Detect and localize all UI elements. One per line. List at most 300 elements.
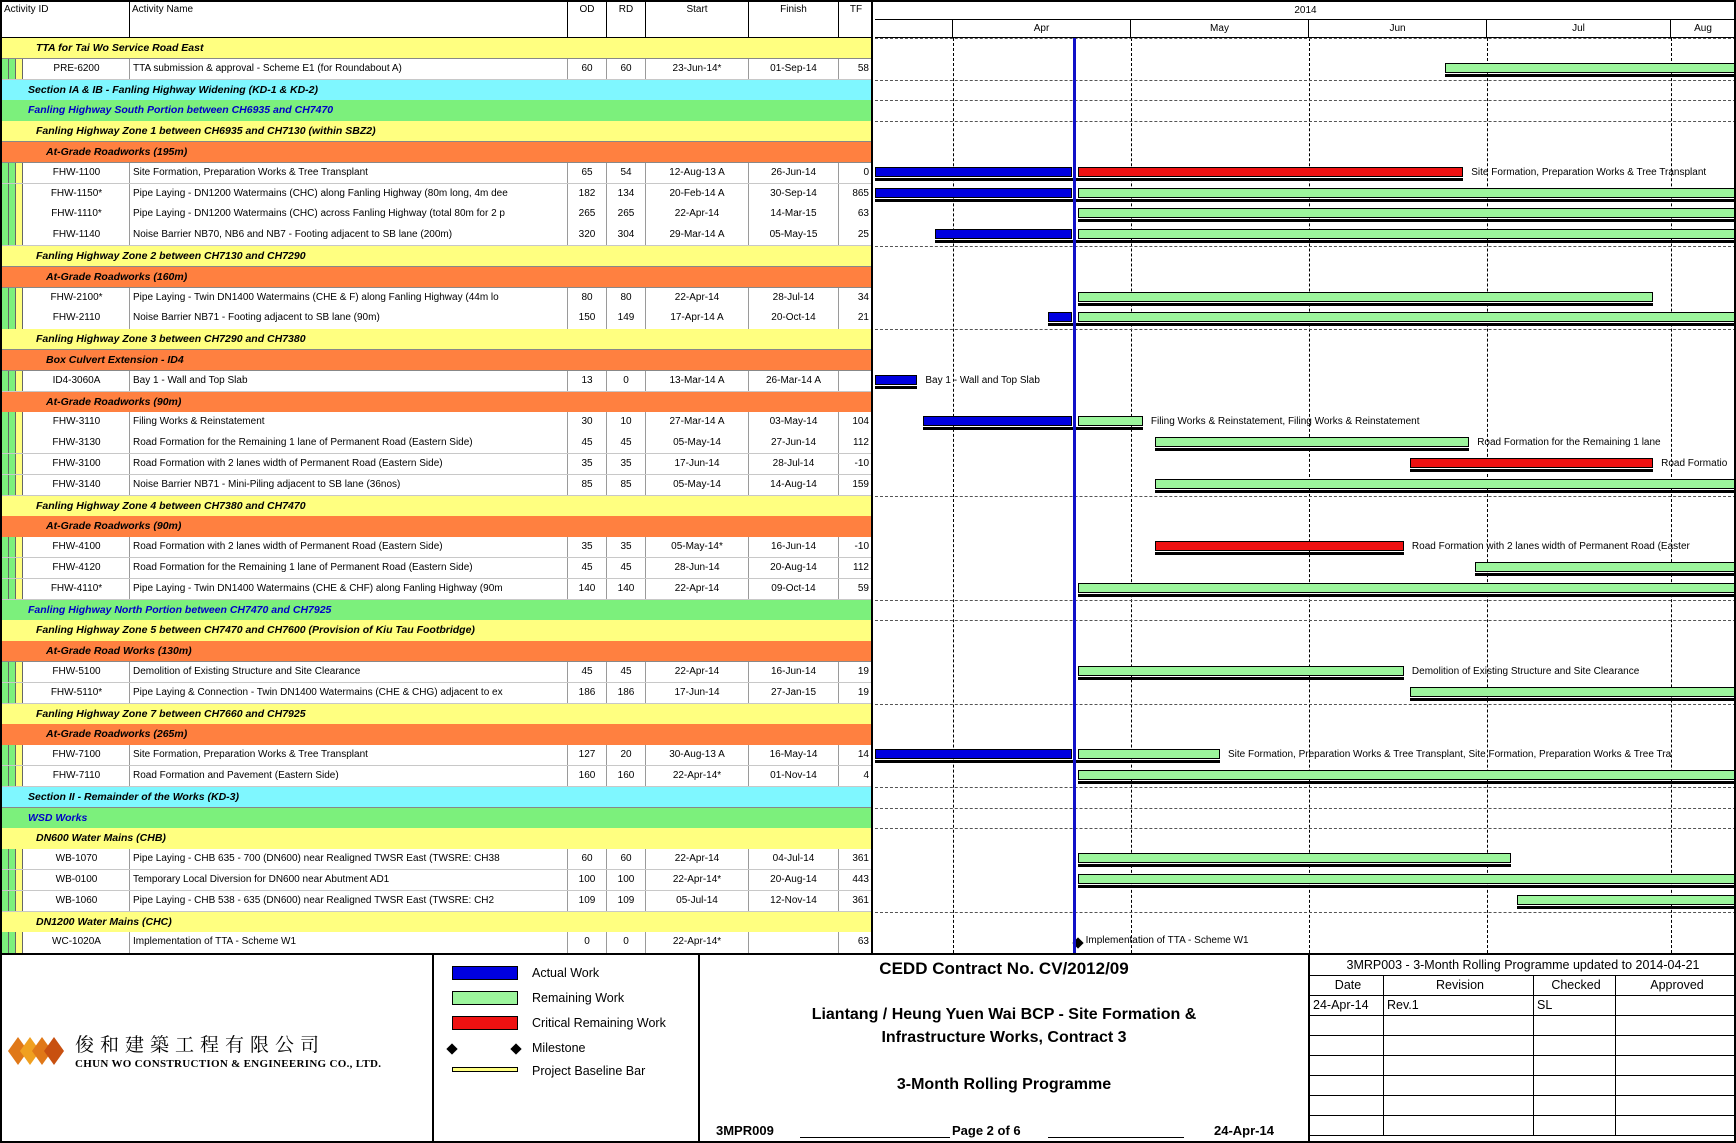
- actual-work-bar[interactable]: [1048, 312, 1072, 322]
- activity-id-cell: FHW-5100: [24, 662, 130, 683]
- remaining-duration-cell: 60: [607, 849, 646, 870]
- activity-row[interactable]: [2, 662, 873, 683]
- revision-empty-row: [1310, 1096, 1736, 1116]
- remaining-work-bar[interactable]: [1078, 583, 1736, 593]
- revision-cell[interactable]: [1534, 1116, 1616, 1135]
- baseline-bar: [875, 199, 1736, 202]
- bar-label: Road Formatio: [1661, 458, 1728, 469]
- activity-name-cell: Noise Barrier NB71 - Footing adjacent to SB lane (90m): [130, 308, 568, 329]
- remaining-duration-cell: 265: [607, 204, 646, 225]
- original-duration-cell: 265: [568, 204, 607, 225]
- remaining-duration-cell: 0: [607, 932, 646, 953]
- revision-cell[interactable]: [1534, 1096, 1616, 1115]
- activity-name-cell: Temporary Local Diversion for DN600 near Abutment AD1: [130, 870, 568, 891]
- activity-id-cell: WC-1020A: [24, 932, 130, 953]
- remaining-work-bar[interactable]: [1078, 874, 1736, 884]
- group-header-label: Fanling Highway Zone 4 between CH7380 and CH7470: [36, 499, 306, 512]
- group-header-label: At-Grade Roadworks (265m): [46, 728, 188, 741]
- remaining-duration-cell: 54: [607, 163, 646, 184]
- remaining-duration-cell: 35: [607, 454, 646, 475]
- column-header-start[interactable]: Start: [646, 2, 749, 38]
- activity-name-cell: Bay 1 - Wall and Top Slab: [130, 371, 568, 392]
- finish-date-cell: 14-Aug-14: [749, 475, 839, 496]
- start-date-cell: 29-Mar-14 A: [646, 225, 749, 246]
- baseline-bar: [1078, 303, 1654, 306]
- wbs-indent-band: [16, 475, 23, 495]
- total-float-cell: 361: [839, 849, 873, 870]
- revision-cell[interactable]: [1384, 1036, 1534, 1055]
- activity-id-cell: FHW-4110*: [24, 579, 130, 600]
- revision-cell[interactable]: 24-Apr-14: [1310, 996, 1384, 1015]
- critical-remaining-bar[interactable]: [1155, 541, 1404, 551]
- activity-row[interactable]: [2, 745, 873, 766]
- activity-row[interactable]: [2, 371, 873, 392]
- activity-row[interactable]: [2, 412, 873, 433]
- finish-date-cell: 20-Aug-14: [749, 870, 839, 891]
- baseline-bar: [1078, 594, 1736, 597]
- activity-id-cell: FHW-1100: [24, 163, 130, 184]
- remaining-work-bar[interactable]: [1078, 292, 1653, 302]
- group-header-label: At-Grade Roadworks (90m): [46, 395, 182, 408]
- baseline-bar: [1078, 864, 1511, 867]
- actual-work-bar[interactable]: [875, 749, 1072, 759]
- timescale-month: May: [1131, 20, 1309, 38]
- remaining-work-bar[interactable]: [1078, 666, 1404, 676]
- finish-date-cell: 16-Jun-14: [749, 537, 839, 558]
- activity-id-cell: PRE-6200: [24, 59, 130, 80]
- legend-actual-swatch: [452, 966, 518, 980]
- total-float-cell: 19: [839, 683, 873, 704]
- start-date-cell: 22-Apr-14: [646, 662, 749, 683]
- timescale-month: Aug: [1671, 20, 1736, 38]
- activity-row[interactable]: [2, 766, 873, 787]
- group-header-row[interactable]: [2, 80, 873, 101]
- activity-row[interactable]: [2, 204, 873, 225]
- row-band-separator: [875, 704, 1736, 705]
- remaining-duration-cell: 149: [607, 308, 646, 329]
- wbs-indent-band: [16, 558, 23, 578]
- remaining-duration-cell: 45: [607, 662, 646, 683]
- data-date-line: [1073, 38, 1076, 953]
- activity-row[interactable]: [2, 849, 873, 870]
- activity-row[interactable]: [2, 537, 873, 558]
- row-band-separator: [875, 329, 1736, 330]
- bar-label: Road Formation with 2 lanes width of Permanent Road (Easter: [1411, 541, 1690, 553]
- group-header-row[interactable]: [2, 912, 873, 933]
- bar-label: Site Formation, Preparation Works & Tree Transplant, Site Formation, Preparation Works & Tree Tra: [1228, 749, 1672, 761]
- revision-cell[interactable]: [1384, 1096, 1534, 1115]
- activity-name-cell: Site Formation, Preparation Works & Tree Transplant: [130, 745, 568, 766]
- revision-cell[interactable]: [1616, 1116, 1736, 1135]
- remaining-duration-cell: 0: [607, 371, 646, 392]
- wbs-indent-band: [16, 662, 23, 682]
- wbs-indent-band: [2, 163, 9, 183]
- revision-empty-row: [1310, 1036, 1736, 1056]
- wbs-indent-band: [2, 579, 9, 599]
- total-float-cell: -10: [839, 537, 873, 558]
- group-header-row[interactable]: [2, 121, 873, 142]
- timescale-month: Jun: [1309, 20, 1487, 38]
- legend-milestone-icon-right: [510, 1043, 521, 1054]
- group-header-row[interactable]: [2, 828, 873, 849]
- remaining-duration-cell: 35: [607, 537, 646, 558]
- total-float-cell: 443: [839, 870, 873, 891]
- finish-date-cell: 16-May-14: [749, 745, 839, 766]
- wbs-indent-band: [16, 288, 23, 308]
- activity-row[interactable]: [2, 163, 873, 184]
- group-header-row[interactable]: [2, 392, 873, 413]
- revision-cell[interactable]: [1616, 996, 1736, 1015]
- activity-name-cell: TTA submission & approval - Scheme E1 (for Roundabout A): [130, 59, 568, 80]
- group-header-label: Box Culvert Extension - ID4: [46, 354, 184, 366]
- start-date-cell: 17-Jun-14: [646, 683, 749, 704]
- remaining-work-bar[interactable]: [1078, 208, 1736, 218]
- column-header-rd[interactable]: RD: [607, 2, 646, 38]
- actual-work-bar[interactable]: [923, 416, 1071, 426]
- revision-cell[interactable]: [1310, 1076, 1384, 1095]
- revision-cell[interactable]: [1534, 1016, 1616, 1035]
- wbs-indent-band: [2, 433, 9, 453]
- original-duration-cell: 60: [568, 849, 607, 870]
- wbs-indent-band: [2, 932, 9, 952]
- wbs-indent-band: [2, 537, 9, 557]
- activity-row[interactable]: [2, 308, 873, 329]
- revision-cell[interactable]: [1534, 1076, 1616, 1095]
- activity-id-cell: FHW-3110: [24, 412, 130, 433]
- column-header-tf[interactable]: TF: [849, 4, 863, 15]
- activity-name-cell: Demolition of Existing Structure and Site Clearance: [130, 662, 568, 683]
- start-date-cell: 05-May-14: [646, 433, 749, 454]
- page-underline: [1048, 1137, 1184, 1138]
- revision-empty-row: [1310, 1076, 1736, 1096]
- legend-milestone-label: Milestone: [532, 1041, 586, 1055]
- total-float-cell: 865: [839, 184, 873, 205]
- original-duration-cell: 0: [568, 932, 607, 953]
- activity-table: [2, 2, 873, 953]
- activity-row[interactable]: [2, 932, 873, 953]
- row-band-separator: [875, 808, 1736, 809]
- activity-id-cell: FHW-5110*: [24, 683, 130, 704]
- activity-name-cell: Site Formation, Preparation Works & Tree Transplant: [130, 163, 568, 184]
- wbs-indent-band: [2, 308, 9, 328]
- revision-cell[interactable]: [1384, 1076, 1534, 1095]
- start-date-cell: 05-May-14*: [646, 537, 749, 558]
- activity-name-cell: Road Formation and Pavement (Eastern Side): [130, 766, 568, 787]
- remaining-work-bar[interactable]: [1155, 437, 1469, 447]
- wbs-indent-band: [16, 683, 23, 703]
- baseline-bar: [1445, 74, 1736, 77]
- remaining-duration-cell: 80: [607, 288, 646, 309]
- remaining-duration-cell: 10: [607, 412, 646, 433]
- remaining-duration-cell: 45: [607, 433, 646, 454]
- activity-name-cell: Filing Works & Reinstatement: [130, 412, 568, 433]
- baseline-bar: [875, 760, 1220, 763]
- activity-row[interactable]: [2, 184, 873, 205]
- start-date-cell: 05-Jul-14: [646, 891, 749, 912]
- remaining-work-bar[interactable]: [1078, 416, 1143, 426]
- total-float-cell: 19: [839, 662, 873, 683]
- activity-name-cell: Pipe Laying - DN1200 Watermains (CHC) along Fanling Highway (80m long, 4m dee: [130, 184, 568, 205]
- remaining-work-bar[interactable]: [1078, 229, 1736, 239]
- revision-cell[interactable]: [1310, 1016, 1384, 1035]
- original-duration-cell: 100: [568, 870, 607, 891]
- column-header-od[interactable]: OD: [568, 2, 607, 38]
- activity-row[interactable]: [2, 870, 873, 891]
- finish-date-cell: 26-Mar-14 A: [749, 371, 839, 392]
- original-duration-cell: 45: [568, 558, 607, 579]
- baseline-bar: [1078, 885, 1736, 888]
- remaining-work-bar[interactable]: [1517, 895, 1736, 905]
- revision-cell[interactable]: [1310, 1096, 1384, 1115]
- company-name-english: CHUN WO CONSTRUCTION & ENGINEERING CO., LTD.: [75, 1058, 382, 1070]
- original-duration-cell: 127: [568, 745, 607, 766]
- remaining-duration-cell: 20: [607, 745, 646, 766]
- wbs-indent-band: [2, 475, 9, 495]
- start-date-cell: 27-Mar-14 A: [646, 412, 749, 433]
- finish-date-cell: 27-Jun-14: [749, 433, 839, 454]
- wbs-indent-band: [9, 204, 16, 224]
- revision-cell[interactable]: [1616, 1056, 1736, 1075]
- group-header-row[interactable]: [2, 267, 873, 288]
- activity-row[interactable]: [2, 891, 873, 912]
- wbs-indent-band: [16, 412, 23, 432]
- column-header-activity-id[interactable]: Activity ID: [2, 2, 130, 38]
- activity-row[interactable]: [2, 558, 873, 579]
- activity-row[interactable]: [2, 225, 873, 246]
- group-header-row[interactable]: [2, 620, 873, 641]
- wbs-indent-band: [2, 558, 9, 578]
- remaining-duration-cell: 186: [607, 683, 646, 704]
- legend-baseline-swatch: [452, 1067, 518, 1072]
- row-band-separator: [875, 620, 1736, 621]
- critical-remaining-bar[interactable]: [1078, 167, 1464, 177]
- actual-work-bar[interactable]: [875, 375, 917, 385]
- remaining-duration-cell: 109: [607, 891, 646, 912]
- revision-cell[interactable]: [1616, 1036, 1736, 1055]
- original-duration-cell: 186: [568, 683, 607, 704]
- wbs-indent-band: [2, 662, 9, 682]
- original-duration-cell: 65: [568, 163, 607, 184]
- wbs-indent-band: [16, 849, 23, 869]
- wbs-indent-band: [2, 891, 9, 911]
- actual-work-bar[interactable]: [875, 167, 1072, 177]
- original-duration-cell: 80: [568, 288, 607, 309]
- row-band-separator: [875, 912, 1736, 913]
- total-float-cell: 25: [839, 225, 873, 246]
- group-header-label: At-Grade Road Works (130m): [46, 645, 192, 658]
- wbs-indent-band: [9, 870, 16, 890]
- original-duration-cell: 45: [568, 662, 607, 683]
- group-header-label: DN600 Water Mains (CHB): [36, 832, 166, 845]
- revision-cell[interactable]: [1384, 1116, 1534, 1135]
- wbs-indent-band: [16, 371, 23, 391]
- remaining-duration-cell: 60: [607, 59, 646, 80]
- baseline-bar: [1078, 781, 1736, 784]
- remaining-work-bar[interactable]: [1078, 749, 1220, 759]
- remaining-duration-cell: 45: [607, 558, 646, 579]
- column-header-finish[interactable]: Finish: [749, 2, 839, 38]
- wbs-indent-band: [9, 433, 16, 453]
- revision-cell[interactable]: [1310, 1116, 1384, 1135]
- activity-row[interactable]: [2, 475, 873, 496]
- print-date: 24-Apr-14: [1214, 1123, 1274, 1138]
- finish-date-cell: 30-Sep-14: [749, 184, 839, 205]
- project-title-line1: Liantang / Heung Yuen Wai BCP - Site Formation &: [811, 1006, 1197, 1023]
- wbs-indent-band: [2, 766, 9, 786]
- wbs-indent-band: [2, 288, 9, 308]
- wbs-indent-band: [9, 371, 16, 391]
- wbs-indent-band: [9, 558, 16, 578]
- start-date-cell: 12-Aug-13 A: [646, 163, 749, 184]
- finish-date-cell: 03-May-14: [749, 412, 839, 433]
- group-header-label: Fanling Highway South Portion between CH6935 and CH7470: [28, 104, 334, 117]
- revision-cell[interactable]: [1310, 1056, 1384, 1075]
- revision-cell[interactable]: [1384, 1016, 1534, 1035]
- total-float-cell: 59: [839, 579, 873, 600]
- start-date-cell: 22-Apr-14: [646, 579, 749, 600]
- remaining-work-bar[interactable]: [1078, 853, 1511, 863]
- activity-name-cell: Pipe Laying - DN1200 Watermains (CHC) across Fanling Highway (total 80m for 2 p: [130, 204, 568, 225]
- legend-actual-label: Actual Work: [532, 966, 600, 980]
- group-header-row[interactable]: [2, 329, 873, 350]
- gantt-chart: [875, 2, 1736, 953]
- group-header-row[interactable]: [2, 38, 873, 59]
- wbs-indent-band: [9, 184, 16, 204]
- finish-date-cell: 12-Nov-14: [749, 891, 839, 912]
- actual-work-bar[interactable]: [935, 229, 1071, 239]
- group-header-row[interactable]: [2, 808, 873, 829]
- timescale-month: [875, 20, 953, 38]
- wbs-indent-band: [16, 870, 23, 890]
- original-duration-cell: 320: [568, 225, 607, 246]
- start-date-cell: 22-Apr-14*: [646, 932, 749, 953]
- original-duration-cell: 150: [568, 308, 607, 329]
- group-header-row[interactable]: [2, 496, 873, 517]
- remaining-work-bar[interactable]: [1078, 312, 1736, 322]
- revision-cell[interactable]: SL: [1534, 996, 1616, 1015]
- remaining-work-bar[interactable]: [1410, 687, 1736, 697]
- total-float-cell: 63: [839, 204, 873, 225]
- activity-id-cell: WB-1060: [24, 891, 130, 912]
- group-header-row[interactable]: [2, 704, 873, 725]
- group-header-row[interactable]: [2, 100, 873, 121]
- group-header-row[interactable]: [2, 600, 873, 621]
- original-duration-cell: 182: [568, 184, 607, 205]
- finish-date-cell: 20-Oct-14: [749, 308, 839, 329]
- activity-row[interactable]: [2, 433, 873, 454]
- legend-critical-label: Critical Remaining Work: [532, 1016, 666, 1030]
- wbs-indent-band: [9, 662, 16, 682]
- revision-cell[interactable]: [1616, 1096, 1736, 1115]
- total-float-cell: 4: [839, 766, 873, 787]
- finish-date-cell: 26-Jun-14: [749, 163, 839, 184]
- group-header-row[interactable]: [2, 246, 873, 267]
- original-duration-cell: 30: [568, 412, 607, 433]
- bar-label: Site Formation, Preparation Works & Tree Transplant: [1471, 166, 1707, 178]
- group-header-label: At-Grade Roadworks (195m): [46, 146, 188, 158]
- column-header-activity-name[interactable]: Activity Name: [130, 2, 568, 38]
- activity-row[interactable]: [2, 59, 873, 80]
- remaining-work-bar[interactable]: [1078, 188, 1736, 198]
- remaining-work-bar[interactable]: [1078, 770, 1736, 780]
- activity-id-cell: FHW-3130: [24, 433, 130, 454]
- group-header-row[interactable]: [2, 724, 873, 745]
- project-title-panel: [700, 955, 1310, 1141]
- bar-label: Road Formation for the Remaining 1 lane: [1477, 437, 1661, 449]
- original-duration-cell: 85: [568, 475, 607, 496]
- remaining-work-bar[interactable]: [1445, 63, 1736, 73]
- revision-cell[interactable]: [1310, 1036, 1384, 1055]
- revision-cell[interactable]: [1616, 1016, 1736, 1035]
- revision-empty-row: [1310, 1056, 1736, 1076]
- group-header-row[interactable]: [2, 516, 873, 537]
- total-float-cell: 14: [839, 745, 873, 766]
- start-date-cell: 23-Jun-14*: [646, 59, 749, 80]
- activity-row[interactable]: [2, 683, 873, 704]
- activity-name-cell: Pipe Laying - CHB 538 - 635 (DN600) near Realigned TWSR East (TWSRE: CH2: [130, 891, 568, 912]
- wbs-indent-band: [2, 412, 9, 432]
- revision-header-cell: Approved: [1616, 976, 1736, 995]
- activity-row[interactable]: [2, 454, 873, 475]
- actual-work-bar[interactable]: [875, 188, 1072, 198]
- project-title-line2: Infrastructure Works, Contract 3: [881, 1029, 1127, 1046]
- activity-row[interactable]: [2, 288, 873, 309]
- wbs-indent-band: [2, 683, 9, 703]
- activity-id-cell: FHW-7110: [24, 766, 130, 787]
- revision-empty-row: [1310, 1116, 1736, 1136]
- activity-id-cell: FHW-3100: [24, 454, 130, 475]
- company-name-chinese: 俊和建築工程有限公司: [75, 1034, 326, 1056]
- wbs-indent-band: [9, 454, 16, 474]
- group-header-label: Fanling Highway Zone 3 between CH7290 and CH7380: [36, 333, 306, 346]
- wbs-indent-band: [9, 849, 16, 869]
- activity-id-cell: WB-1070: [24, 849, 130, 870]
- total-float-cell: 63: [839, 932, 873, 953]
- wbs-indent-band: [9, 683, 16, 703]
- revision-cell[interactable]: [1384, 1056, 1534, 1075]
- remaining-work-bar[interactable]: [1155, 479, 1736, 489]
- group-header-row[interactable]: [2, 350, 873, 371]
- revision-cell[interactable]: [1534, 1036, 1616, 1055]
- revision-cell[interactable]: [1534, 1056, 1616, 1075]
- revision-cell[interactable]: Rev.1: [1384, 996, 1534, 1015]
- activity-row[interactable]: [2, 579, 873, 600]
- row-band-separator: [875, 600, 1736, 601]
- timescale-header: [875, 2, 1736, 38]
- wbs-indent-band: [2, 184, 9, 204]
- group-header-row[interactable]: [2, 787, 873, 808]
- bar-label: Demolition of Existing Structure and Site Clearance: [1411, 666, 1640, 677]
- wbs-indent-band: [9, 308, 16, 328]
- critical-remaining-bar[interactable]: [1410, 458, 1653, 468]
- wbs-indent-band: [16, 537, 23, 557]
- group-header-label: TTA for Tai Wo Service Road East: [36, 42, 204, 54]
- baseline-bar: [935, 240, 1736, 243]
- start-date-cell: 22-Apr-14: [646, 204, 749, 225]
- group-header-row[interactable]: [2, 641, 873, 662]
- group-header-row[interactable]: [2, 142, 873, 163]
- reference-underline: [800, 1137, 950, 1138]
- remaining-work-bar[interactable]: [1475, 562, 1736, 572]
- wbs-indent-band: [16, 454, 23, 474]
- original-duration-cell: 13: [568, 371, 607, 392]
- legend-panel: [434, 955, 700, 1141]
- wbs-indent-band: [9, 766, 16, 786]
- group-header-label: Fanling Highway Zone 2 between CH7130 and CH7290: [36, 250, 306, 262]
- wbs-indent-band: [16, 184, 23, 204]
- revision-cell[interactable]: [1616, 1076, 1736, 1095]
- wbs-indent-band: [2, 371, 9, 391]
